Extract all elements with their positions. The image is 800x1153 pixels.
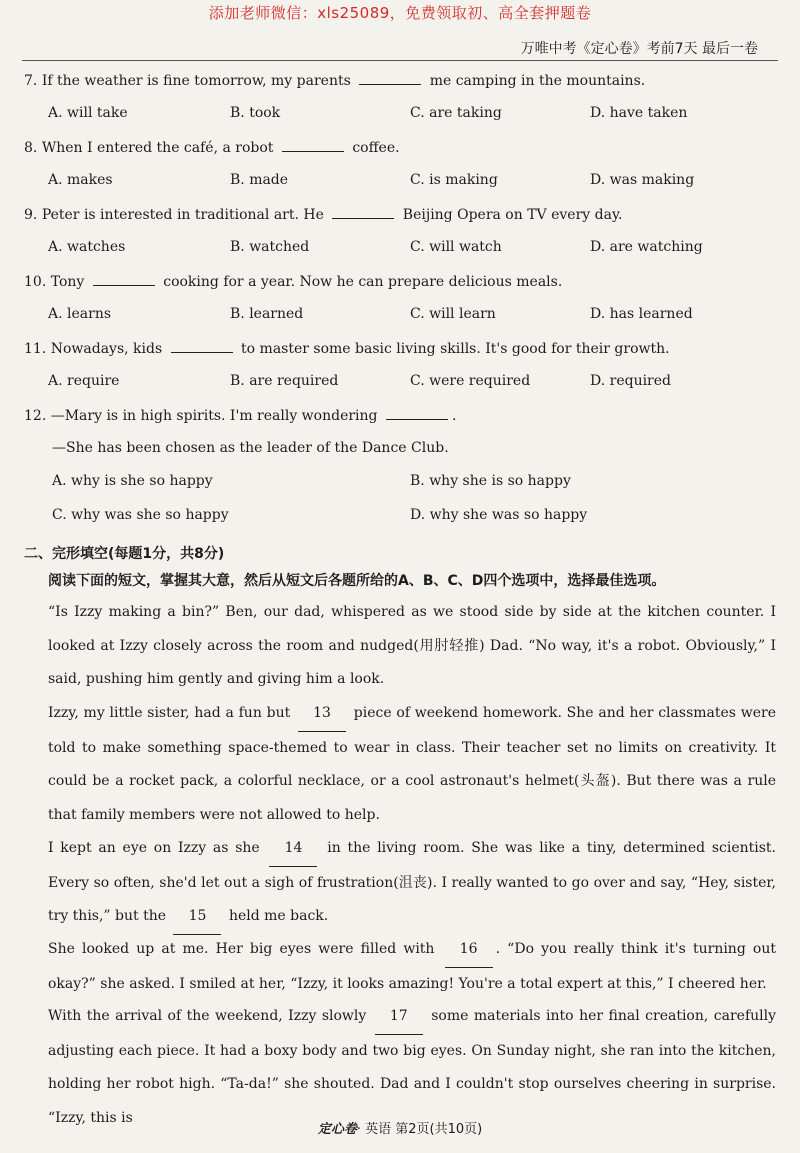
passage-paragraph-4 xyxy=(24,933,776,1001)
section-title: 二、完形填空(每题1分，共8分) xyxy=(24,546,225,562)
question-stem-before: Nowadays, kids xyxy=(50,341,163,357)
question-11 xyxy=(24,340,670,357)
blank-16: 16 xyxy=(445,933,493,968)
passage-paragraph-5 xyxy=(24,1000,776,1135)
answer-blank xyxy=(359,72,421,85)
question-stem-after: Beijing Opera on TV every day. xyxy=(402,207,623,223)
answer-blank xyxy=(171,340,233,353)
passage-paragraph-2 xyxy=(24,697,776,832)
question-number: 9. xyxy=(24,207,38,223)
answer-blank xyxy=(93,273,155,286)
option-d: D. was making xyxy=(590,172,695,188)
paragraph-text: . “Do you really think it's turning out okay?” she asked. I smiled at her, “Izzy, it looks amazing! You're a total expert at this,” I cheered her. xyxy=(48,941,776,992)
paragraph-text: in the living room. She was like a tiny, determined scientist. Every so often, she'd let out a sigh of frustration(沮丧). I really wanted to go over and say, “Hey, sister, try this,” but the xyxy=(48,840,777,925)
option-a: A. watches xyxy=(48,239,126,255)
option-d: D. are watching xyxy=(590,239,703,255)
option-d: D. has learned xyxy=(590,306,693,322)
question-stem-before: —Mary is in high spirits. I'm really wondering xyxy=(50,408,378,424)
blank-14: 14 xyxy=(269,832,317,867)
question-stem-before: Tony xyxy=(50,274,85,290)
option-b: B. are required xyxy=(230,373,339,389)
option-d: D. why she was so happy xyxy=(410,507,588,523)
option-c: C. is making xyxy=(410,172,498,188)
paragraph-text: piece of weekend homework. She and her classmates were told to make something space-themed to wear in class. Their teacher set no limits on creativity. It could be a rocket pack, a colorful necklace, or a cool astronaut's helmet(头盔). But there was a rule that family members were not allowed to help. xyxy=(48,705,776,823)
blank-13: 13 xyxy=(298,697,346,732)
question-number: 11. xyxy=(24,341,47,357)
question-stem-after: . xyxy=(451,408,457,424)
option-b: B. why she is so happy xyxy=(410,473,571,489)
footer-brand: 定心卷 xyxy=(317,1122,357,1137)
option-c: C. will learn xyxy=(410,306,496,322)
question-10 xyxy=(24,273,562,290)
question-stem-before: When I entered the café, a robot xyxy=(41,140,274,156)
section-instruction: 阅读下面的短文，掌握其大意，然后从短文后各题所给的A、B、C、D四个选项中，选择最佳选项。 xyxy=(48,573,666,589)
question-12-reply: —She has been chosen as the leader of the Dance Club. xyxy=(52,440,449,456)
option-d: D. required xyxy=(590,373,671,389)
paragraph-text: Izzy, my little sister, had a fun but xyxy=(48,705,291,721)
passage-paragraph-1: “Is Izzy making a bin?” Ben, our dad, whispered as we stood side by side at the kitchen counter. I looked at Izzy closely across the room and nudged(用肘轻推) Dad. “No way, it's a robot. Obviously,” I said, pushing him gently and giving him a look. xyxy=(48,604,776,688)
question-number: 8. xyxy=(24,140,38,156)
footer-page-info: · 英语 第2页(共10页) xyxy=(356,1122,483,1137)
watermark-text: 添加老师微信：xls25089，免费领取初、高全套押题卷 xyxy=(208,4,592,22)
paragraph-text: With the arrival of the weekend, Izzy slowly xyxy=(48,1008,367,1024)
answer-blank xyxy=(386,407,448,420)
option-b: B. made xyxy=(230,172,289,188)
option-b: B. learned xyxy=(230,306,304,322)
question-8 xyxy=(24,139,400,156)
question-stem-after: coffee. xyxy=(352,140,400,156)
page-footer xyxy=(0,1118,800,1137)
option-b: B. took xyxy=(230,105,281,121)
option-c: C. why was she so happy xyxy=(52,507,229,523)
page-header: 万唯中考《定心卷》考前7天 最后一卷 xyxy=(520,41,758,57)
paragraph-text: She looked up at me. Her big eyes were filled with xyxy=(48,941,435,957)
question-7 xyxy=(24,72,645,89)
option-a: A. require xyxy=(48,373,120,389)
passage-paragraph-3 xyxy=(24,832,776,935)
option-c: C. were required xyxy=(410,373,531,389)
option-a: A. learns xyxy=(48,306,112,322)
option-d: D. have taken xyxy=(590,105,688,121)
header-divider xyxy=(22,60,778,61)
question-9 xyxy=(24,206,622,223)
question-stem-after: me camping in the mountains. xyxy=(429,73,646,89)
question-stem-before: Peter is interested in traditional art. He xyxy=(41,207,324,223)
question-stem-after: cooking for a year. Now he can prepare delicious meals. xyxy=(163,274,563,290)
option-c: C. will watch xyxy=(410,239,502,255)
question-stem-after: to master some basic living skills. It's good for their growth. xyxy=(241,341,670,357)
answer-blank xyxy=(332,206,394,219)
question-number: 10. xyxy=(24,274,47,290)
blank-15: 15 xyxy=(173,900,221,935)
question-number: 7. xyxy=(24,73,38,89)
answer-blank xyxy=(282,139,344,152)
option-a: A. makes xyxy=(48,172,113,188)
question-12 xyxy=(24,407,456,424)
blank-17: 17 xyxy=(375,1000,423,1035)
option-a: A. will take xyxy=(48,105,128,121)
option-c: C. are taking xyxy=(410,105,502,121)
paragraph-text: held me back. xyxy=(228,908,329,925)
question-number: 12. xyxy=(24,408,47,424)
option-a: A. why is she so happy xyxy=(52,473,213,489)
paragraph-text: I kept an eye on Izzy as she xyxy=(48,840,260,856)
paragraph-text: some materials into her final creation, carefully adjusting each piece. It had a boxy body and two big eyes. On Sunday night, she ran into the kitchen, holding her robot high. “Ta-da!” she shouted. Dad and I couldn't stop ourselves cheering in surprise. “Izzy, this is xyxy=(48,1008,777,1126)
question-stem-before: If the weather is fine tomorrow, my parents xyxy=(41,73,351,89)
option-b: B. watched xyxy=(230,239,310,255)
